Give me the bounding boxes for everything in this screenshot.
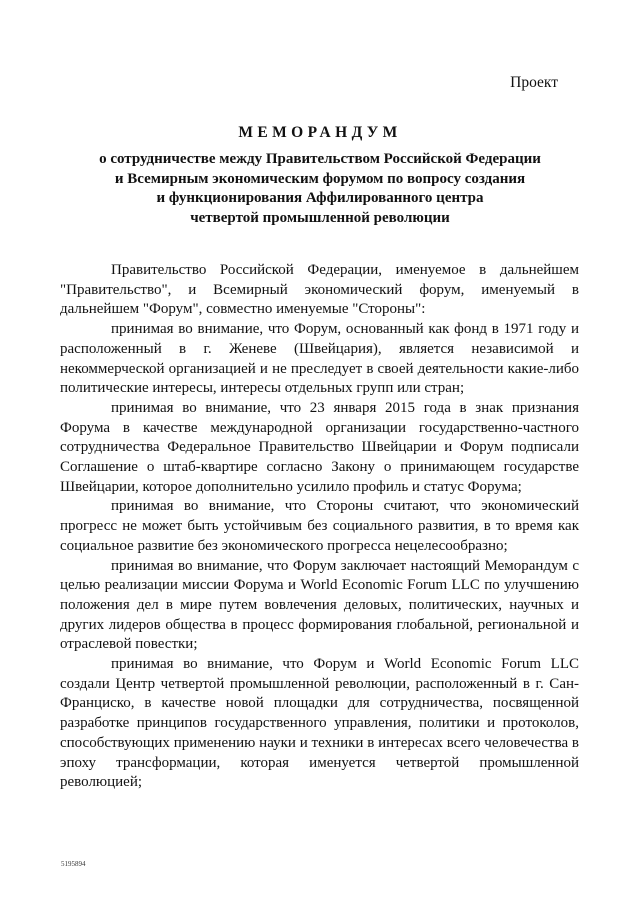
whereas-paragraph: принимая во внимание, что Стороны считают, что экономический прогресс не может быть устойчивым без социального развития, в то время как социальное развитие без экономического прогресса нецелесообразно; — [60, 498, 579, 554]
document-subtitle — [60, 150, 580, 228]
draft-label: Проект — [510, 74, 558, 91]
whereas-paragraph: принимая во внимание, что Форум заключает настоящий Меморандум с целью реализации миссии Форума и World Economic Forum LLC по улучшению положения дел в мире путем вовлечения деловых, политических, научных и других лидеров общества в процесс формирования глобальной, региональной и отраслевой повестки; — [60, 557, 579, 653]
whereas-paragraph: принимая во внимание, что Форум и World Economic Forum LLC создали Центр четвертой промышленной революции, расположенный в г. Сан-Франциско, в качестве новой площадки для сотрудничества, посвященной разработке принципов государственного управления, политики и протоколов, способствующих применению науки и техники в интересах всего человечества в эпоху трансформации, которая именуется четвертой промышленной революцией; — [60, 656, 579, 791]
subtitle-line: и функционирования Аффилированного центра — [156, 190, 484, 207]
subtitle-line: о сотрудничестве между Правительством Российской Федерации — [99, 151, 541, 167]
document-id: 5195894 — [61, 860, 86, 868]
whereas-paragraph: принимая во внимание, что Форум, основанный как фонд в 1971 году и расположенный в г. Женеве (Швейцария), является независимой и некоммерческой организацией и не преследует в своей деятельности какие-либо политические интересы, интересы отдельных групп или стран; — [60, 321, 579, 397]
document-title: МЕМОРАНДУМ — [238, 124, 402, 141]
subtitle-line: четвертой промышленной революции — [190, 209, 450, 226]
preamble-paragraph: Правительство Российской Федерации, именуемое в дальнейшем "Правительство", и Всемирный экономический форум, именуемый в дальнейшем "Форум", совместно именуемые "Стороны": — [60, 262, 579, 318]
whereas-paragraph: принимая во внимание, что 23 января 2015 года в знак признания Форума в качестве международной организации государственно-частного сотрудничества Федеральное Правительство Швейцарии и Форум подписали Соглашение о штаб-квартире согласно Закону о принимающем государстве Швейцарии, которое дополнительно усилило профиль и статус Форума; — [60, 399, 579, 495]
subtitle-line: и Всемирным экономическим форумом по вопросу создания — [114, 170, 526, 187]
document-body — [60, 261, 579, 793]
